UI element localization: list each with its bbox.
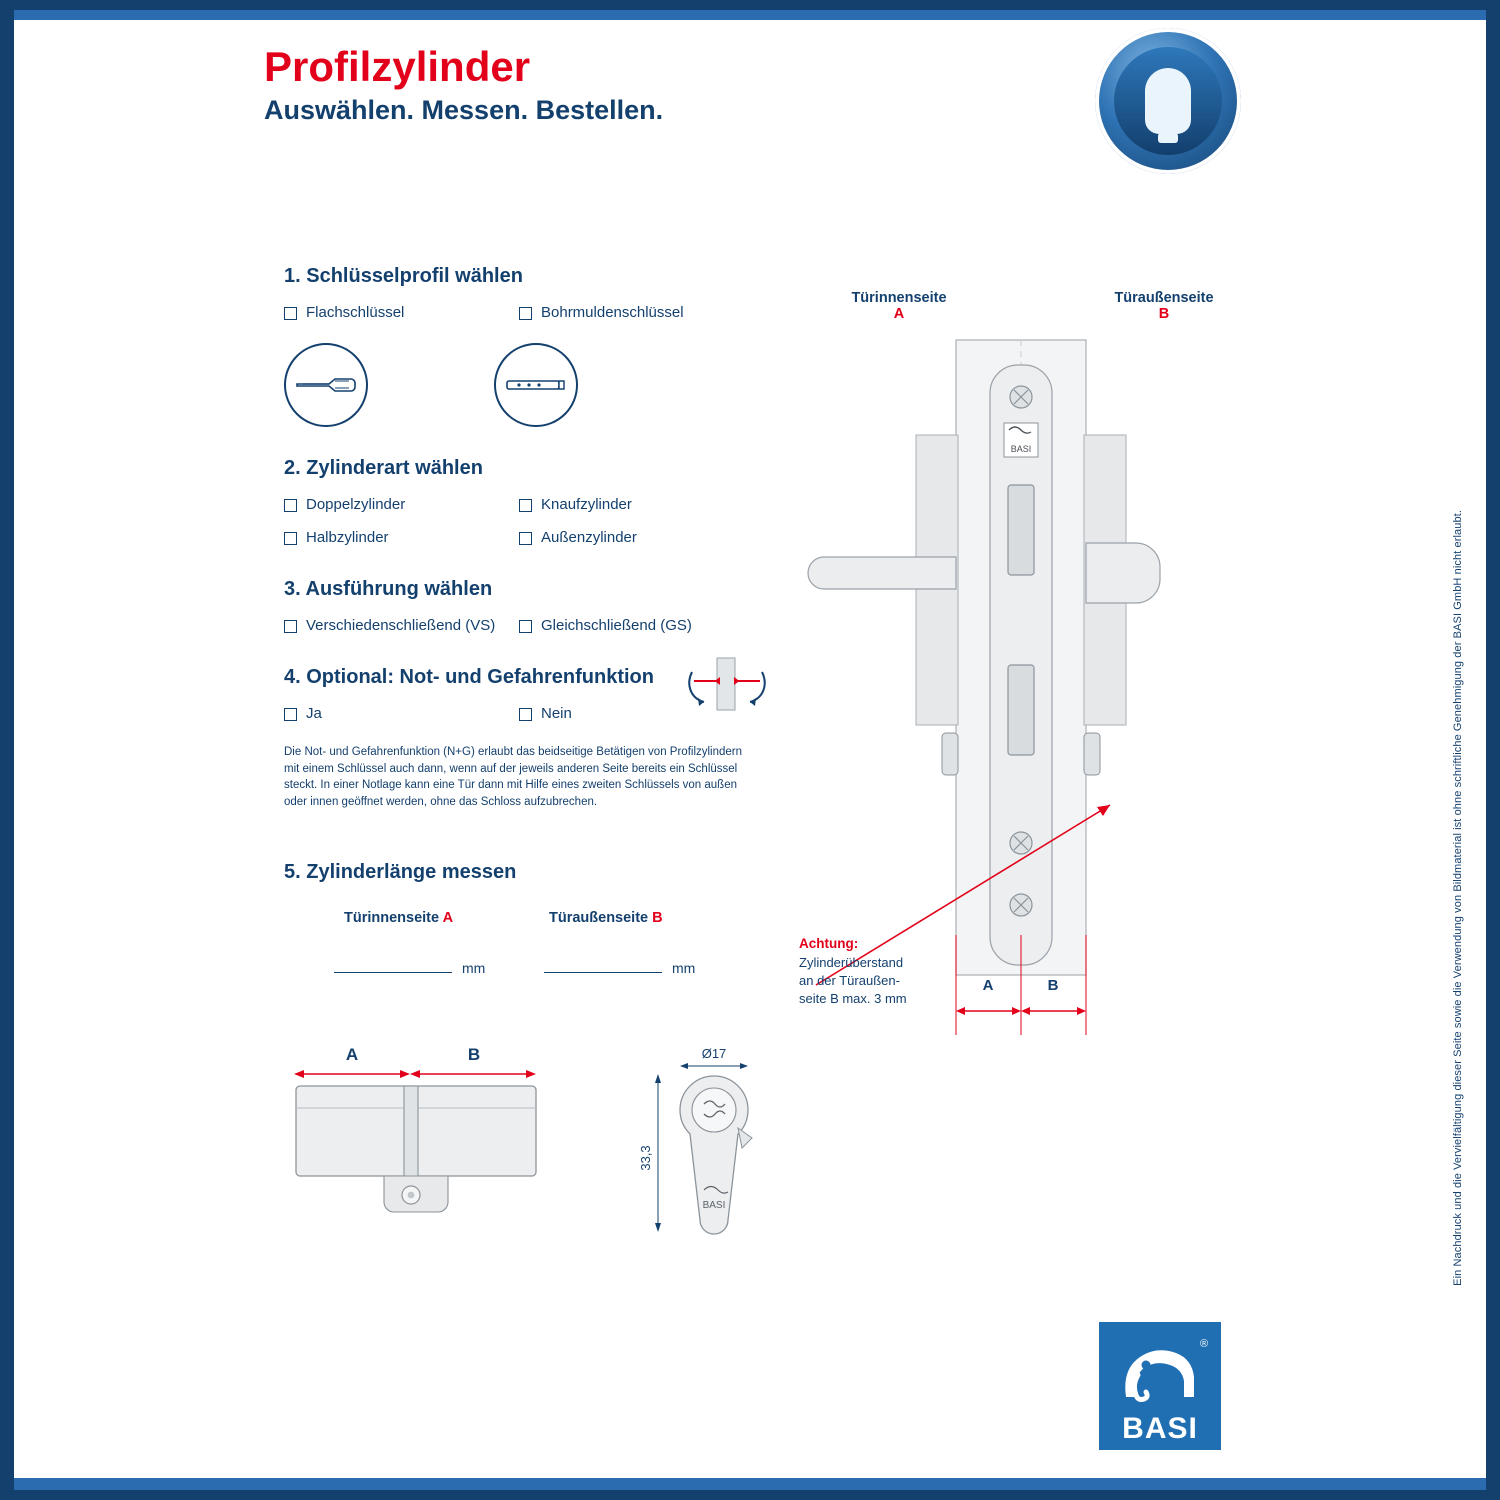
attention-line-3: seite B max. 3 mm <box>799 990 907 1006</box>
step-2-options <box>284 496 754 562</box>
emergency-function-icon <box>684 654 770 716</box>
option-label: Doppelzylinder <box>306 496 406 513</box>
write-in-line[interactable] <box>544 972 662 973</box>
checkbox-bohrmuldenschluessel[interactable] <box>519 304 754 321</box>
door-cross-section-graphic <box>794 335 1324 1035</box>
option-label: Außenzylinder <box>541 529 637 546</box>
basi-wordmark: BASI <box>1122 1412 1198 1445</box>
cylinder-front-view <box>634 1040 834 1270</box>
measure-header-outside <box>549 910 754 926</box>
option-label: Nein <box>541 705 572 722</box>
dimple-key-glyph <box>505 372 567 398</box>
svg-text:Ø17: Ø17 <box>701 1046 727 1061</box>
key-profile-icons <box>284 343 754 427</box>
checkbox-box-icon[interactable] <box>519 499 532 512</box>
label-text: Türaußenseite <box>1114 290 1214 306</box>
svg-text:33,3: 33,3 <box>638 1145 653 1171</box>
flat-key-glyph <box>295 372 357 398</box>
measure-input-rows <box>334 960 754 976</box>
emergency-function-glyph <box>684 654 770 716</box>
step-5-heading: 5. Zylinderlänge messen <box>284 860 517 883</box>
bottom-accent-band <box>14 1478 1486 1490</box>
measure-headers <box>344 910 754 926</box>
attention-line-1: Zylinderüberstand <box>799 954 904 970</box>
svg-text:A: A <box>982 977 994 994</box>
svg-text:B: B <box>1047 977 1059 994</box>
door-diagram <box>794 290 1324 1030</box>
step-3-heading: 3. Ausführung wählen <box>284 578 493 600</box>
step-1-options <box>284 304 754 337</box>
checkbox-aussenzylinder[interactable] <box>519 529 754 546</box>
bulb-badge-icon <box>1095 28 1241 174</box>
checkbox-halbzylinder[interactable] <box>284 529 519 546</box>
svg-text:®: ® <box>1200 1338 1208 1350</box>
measure-letter: A <box>442 909 454 926</box>
page-header <box>264 45 663 126</box>
option-label: Bohrmuldenschlüssel <box>541 304 684 321</box>
measure-label: Türaußenseite <box>549 909 649 926</box>
form-column <box>284 265 754 976</box>
svg-text:B: B <box>467 1045 481 1064</box>
checkbox-flachschluessel[interactable] <box>284 304 519 321</box>
dimple-key-icon <box>494 343 578 427</box>
label-text: Türinnenseite <box>851 290 947 306</box>
measure-label: Türinnenseite <box>344 909 440 926</box>
checkbox-box-icon[interactable] <box>284 532 297 545</box>
measure-input-outside[interactable] <box>544 960 754 976</box>
checkbox-box-icon[interactable] <box>284 499 297 512</box>
checkbox-verschiedenschliessend[interactable] <box>284 617 519 634</box>
checkbox-gleichschliessend[interactable] <box>519 617 754 634</box>
step-4-block <box>284 666 754 811</box>
step-2-heading: 2. Zylinderart wählen <box>284 457 483 479</box>
option-label: Knaufzylinder <box>541 496 632 513</box>
option-label: Ja <box>306 705 322 722</box>
step-1-heading: 1. Schlüsselprofil wählen <box>284 265 523 287</box>
label-letter: B <box>1158 306 1170 322</box>
checkbox-box-icon[interactable] <box>519 532 532 545</box>
page-title: Profilzylinder <box>264 43 531 90</box>
step-3-options <box>284 617 754 650</box>
measure-header-inside <box>344 910 549 926</box>
attention-line-2: an der Türaußen- <box>799 972 900 988</box>
checkbox-box-icon[interactable] <box>519 307 532 320</box>
option-label: Gleichschließend (GS) <box>541 617 692 634</box>
option-label: Flachschlüssel <box>306 304 405 321</box>
cylinder-front-graphic <box>634 1040 834 1260</box>
step-4-heading: 4. Optional: Not- und Gefahrenfunktion <box>284 666 654 688</box>
checkbox-doppelzylinder[interactable] <box>284 496 519 513</box>
checkbox-box-icon[interactable] <box>519 620 532 633</box>
checkbox-knaufzylinder[interactable] <box>519 496 754 513</box>
unit-label: mm <box>462 959 486 976</box>
spacer <box>284 568 754 578</box>
legal-vertical-text: Ein Nachdruck und die Vervielfältigung dieser Seite sowie die Verwendung von Bildmaterial ist ohne schriftliche Genehmigung der BASI GmbH nicht erlaubt. <box>1452 510 1464 1286</box>
checkbox-ja[interactable] <box>284 705 519 722</box>
svg-text:BASI: BASI <box>702 1200 726 1211</box>
checkbox-box-icon[interactable] <box>519 708 532 721</box>
label-letter: A <box>893 306 905 322</box>
attention-title: Achtung: <box>799 936 859 951</box>
bulb-icon <box>1145 68 1191 134</box>
checkbox-box-icon[interactable] <box>284 620 297 633</box>
cylinder-side-graphic <box>284 1040 584 1260</box>
flat-key-icon <box>284 343 368 427</box>
emergency-function-note: Die Not- und Gefahrenfunktion (N+G) erlaubt das beidseitige Betätigen von Profilzylindern mit einem Schlüssel auch dann, wenn auf der jeweils anderen Seite bereits ein Schlüssel steckt. In einer Notlage kann eine Tür dann mit Hilfe eines zweiten Schlüssels von außen oder innen geöffnet werden, ohne das Schloss aufzubrechen. <box>284 746 743 809</box>
top-accent-band <box>14 10 1486 20</box>
basi-elephant-icon <box>1099 1322 1221 1414</box>
write-in-line[interactable] <box>334 972 452 973</box>
checkbox-box-icon[interactable] <box>284 307 297 320</box>
option-label: Verschiedenschließend (VS) <box>306 617 496 634</box>
door-inside-label <box>814 290 984 322</box>
svg-text:A: A <box>345 1045 359 1064</box>
measure-input-inside[interactable] <box>334 960 544 976</box>
basi-logo <box>1099 1322 1221 1450</box>
svg-text:BASI: BASI <box>1010 444 1032 454</box>
unit-label: mm <box>672 959 696 976</box>
basi-elephant-glyph <box>1112 1331 1208 1405</box>
page-subtitle: Auswählen. Messen. Bestellen. <box>264 95 664 126</box>
bulb-badge-ring <box>1114 47 1222 155</box>
measure-letter: B <box>652 909 663 926</box>
door-outside-label <box>1074 290 1254 322</box>
spacer <box>284 811 754 845</box>
option-label: Halbzylinder <box>306 529 389 546</box>
checkbox-box-icon[interactable] <box>284 708 297 721</box>
page-inner <box>14 10 1486 1490</box>
attention-note <box>799 935 959 1007</box>
